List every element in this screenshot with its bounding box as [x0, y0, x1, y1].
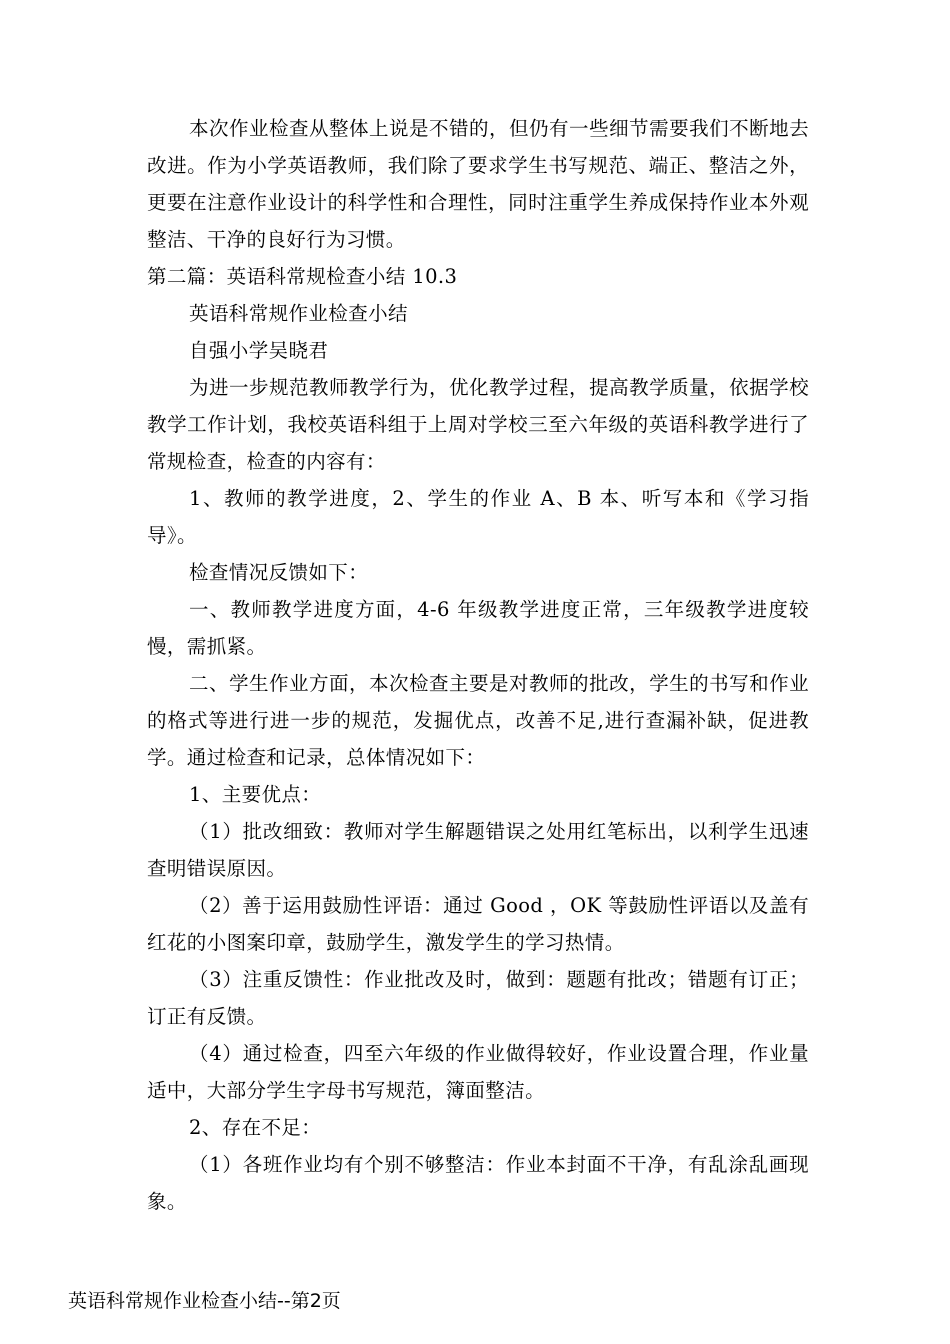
- subheading-shortcomings: 2、存在不足：: [189, 1116, 322, 1139]
- paragraph-summary: 本次作业检查从整体上说是不错的，但仍有一些细节需要我们不断地去改进。作为小学英语教师，我们除了要求学生书写规范、端正、整洁之外，更要在注意作业设计的科学性和合理性，同时注重学生养成保持作业本外观整洁、干净的良好行为习惯。: [147, 117, 809, 251]
- section-heading: 第二篇：英语科常规检查小结 10.3: [147, 265, 458, 288]
- document-body: [147, 110, 809, 1220]
- paragraph-homework: 二、学生作业方面，本次检查主要是对教师的批改，学生的书写和作业的格式等进行进一步的规范，发掘优点，改善不足,进行查漏补缺，促进教学。通过检查和记录，总体情况如下：: [147, 672, 809, 769]
- paragraph-check-items: 1、教师的教学进度，2、学生的作业 A、B 本、听写本和《学习指导》。: [147, 487, 809, 547]
- report-title: 英语科常规作业检查小结: [189, 302, 408, 325]
- paragraph-intro: 为进一步规范教师教学行为，优化教学过程，提高教学质量，依据学校教学工作计划，我校英语科组于上周对学校三至六年级的英语科教学进行了常规检查，检查的内容有：: [147, 376, 809, 473]
- list-item: （1）批改细致：教师对学生解题错误之处用红笔标出，以利学生迅速查明错误原因。: [147, 820, 809, 880]
- list-item: （1）各班作业均有个别不够整洁：作业本封面不干净，有乱涂乱画现象。: [147, 1153, 809, 1213]
- list-item: （2）善于运用鼓励性评语：通过 Good ，OK 等鼓励性评语以及盖有红花的小图案印章，鼓励学生，激发学生的学习热情。: [147, 894, 809, 954]
- paragraph-progress: 一、教师教学进度方面，4-6 年级教学进度正常，三年级教学进度较慢，需抓紧。: [147, 598, 809, 658]
- list-item: （3）注重反馈性：作业批改及时，做到：题题有批改；错题有订正；订正有反馈。: [147, 968, 809, 1028]
- paragraph-feedback-label: 检查情况反馈如下：: [189, 561, 369, 584]
- list-item: （4）通过检查，四至六年级的作业做得较好，作业设置合理，作业量适中，大部分学生字母书写规范，簿面整洁。: [147, 1042, 809, 1102]
- author-line: 自强小学吴晓君: [189, 339, 329, 362]
- subheading-strengths: 1、主要优点：: [189, 783, 322, 806]
- page-footer: 英语科常规作业检查小结--第2页: [68, 1290, 341, 1312]
